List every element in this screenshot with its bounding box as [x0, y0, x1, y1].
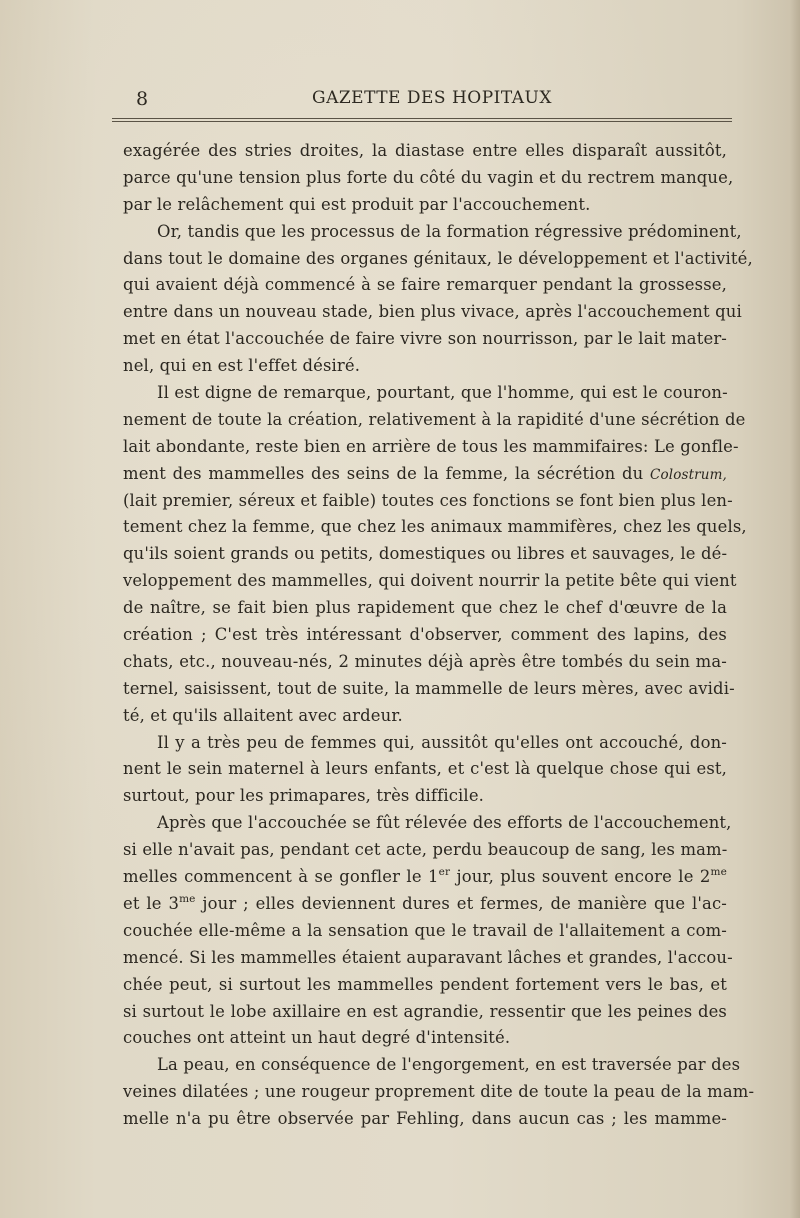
text-line: entre dans un nouveau stade, bien plus vivace, après l'accouchement qui [123, 302, 742, 322]
text-line: qu'ils soient grands ou petits, domestiques ou libres et sauvages, le dé- [123, 544, 728, 564]
ordinal-suffix: me [710, 866, 727, 879]
text-segment: et le [123, 893, 162, 913]
text-line: Il y a très peu de femmes qui, aussitôt qu'elles ont accouché, don- [157, 732, 727, 752]
text-line: chée peut, si surtout les mammelles pendent fortement vers le bas, et [123, 974, 727, 994]
ordinal-number: 2 [699, 867, 711, 887]
text-line: chats, etc., nouveau-nés, 2 minutes déjà après être tombés du sein ma- [123, 651, 727, 671]
ordinal-suffix: me [179, 892, 196, 905]
text-line: ternel, saisissent, tout de suite, la mammelle de leurs mères, avec avidi- [123, 678, 735, 698]
text-line: si surtout le lobe axillaire en est agrandie, ressentir que les peines des [123, 1001, 727, 1021]
text-line [123, 864, 727, 891]
text-line: nent le sein maternel à leurs enfants, et c'est là quelque chose qui est, [123, 759, 727, 779]
text-line: exagérée des stries droites, la diastase entre elles disparaît aussitôt, [123, 141, 727, 160]
page-edge-shadow [790, 0, 800, 1218]
text-line: Après que l'accouchée se fût rélevée des efforts de l'accouchement, [157, 813, 732, 833]
page-number: 8 [136, 88, 149, 110]
text-line: mencé. Si les mammelles étaient auparavant lâches et grandes, l'accou- [123, 947, 733, 967]
text-line: veines dilatées ; une rougeur proprement dite de toute la peau de la mam- [123, 1082, 755, 1102]
text-line: veloppement des mammelles, qui doivent nourrir la petite bête qui vient [123, 571, 737, 591]
text-segment: melles commencent à se gonfler le [123, 867, 422, 887]
text-line: La peau, en conséquence de l'engorgement, en est traversée par des [157, 1055, 741, 1075]
running-title: GAZETTE DES HOPITAUX [311, 88, 552, 108]
text-line: melle n'a pu être observée par Fehling, dans aucun cas ; les mamme- [123, 1109, 727, 1129]
ordinal-number: 1 [428, 867, 439, 887]
text-line: par le relâchement qui est produit par l'accouchement. [123, 194, 591, 214]
text-line: si elle n'avait pas, pendant cet acte, perdu beaucoup de sang, les mam- [123, 840, 728, 860]
header-rule [112, 118, 732, 122]
text-line: nel, qui en est l'effet désiré. [123, 356, 361, 376]
body-text [123, 138, 755, 1133]
text-line: de naître, se fait bien plus rapidement que chez le chef d'œuvre de la [123, 598, 727, 618]
ordinal-number: 3 [168, 893, 180, 913]
text-line: nement de toute la création, relativement à la rapidité d'une sécrétion de [123, 409, 746, 429]
text-line: couches ont atteint un haut degré d'intensité. [123, 1028, 511, 1048]
text-line: lait abondante, reste bien en arrière de tous les mammifaires: Le gonfle- [123, 436, 739, 456]
text-line: qui avaient déjà commencé à se faire remarquer pendant la grossesse, [123, 275, 727, 295]
text-segment: ment des mammelles des seins de la femme, la sécrétion du [123, 463, 644, 483]
ordinal-suffix: er [438, 866, 451, 879]
text-line: Il est digne de remarque, pourtant, que l'homme, qui est le couron- [157, 383, 728, 403]
text-line: Or, tandis que les processus de la formation régressive prédominent, [157, 221, 742, 241]
text-line: couchée elle-même a la sensation que le travail de l'allaitement a com- [123, 920, 727, 940]
text-segment: jour ; elles deviennent dures et fermes, de manière que l'ac- [202, 893, 727, 913]
text-line: tement chez la femme, que chez les animaux mammifères, chez les quels, [123, 517, 747, 537]
page-header [134, 86, 730, 116]
text-line: surtout, pour les primapares, très difficile. [123, 786, 485, 806]
text-line: met en état l'accouchée de faire vivre son nourrisson, par le lait mater- [123, 329, 727, 349]
text-line [123, 891, 727, 918]
text-line: té, et qu'ils allaitent avec ardeur. [123, 705, 403, 725]
text-segment: jour, plus souvent encore le [456, 867, 694, 887]
text-line [123, 461, 727, 488]
text-line: (lait premier, séreux et faible) toutes ces fonctions se font bien plus len- [123, 490, 733, 510]
text-line: dans tout le domaine des organes génitaux, le développement et l'activité, [123, 248, 753, 268]
text-line: parce qu'une tension plus forte du côté du vagin et du rectrem manque, [123, 167, 734, 187]
colostrum-term: Colostrum, [649, 466, 727, 483]
text-line: création ; C'est très intéressant d'observer, comment des lapins, des [123, 625, 727, 645]
